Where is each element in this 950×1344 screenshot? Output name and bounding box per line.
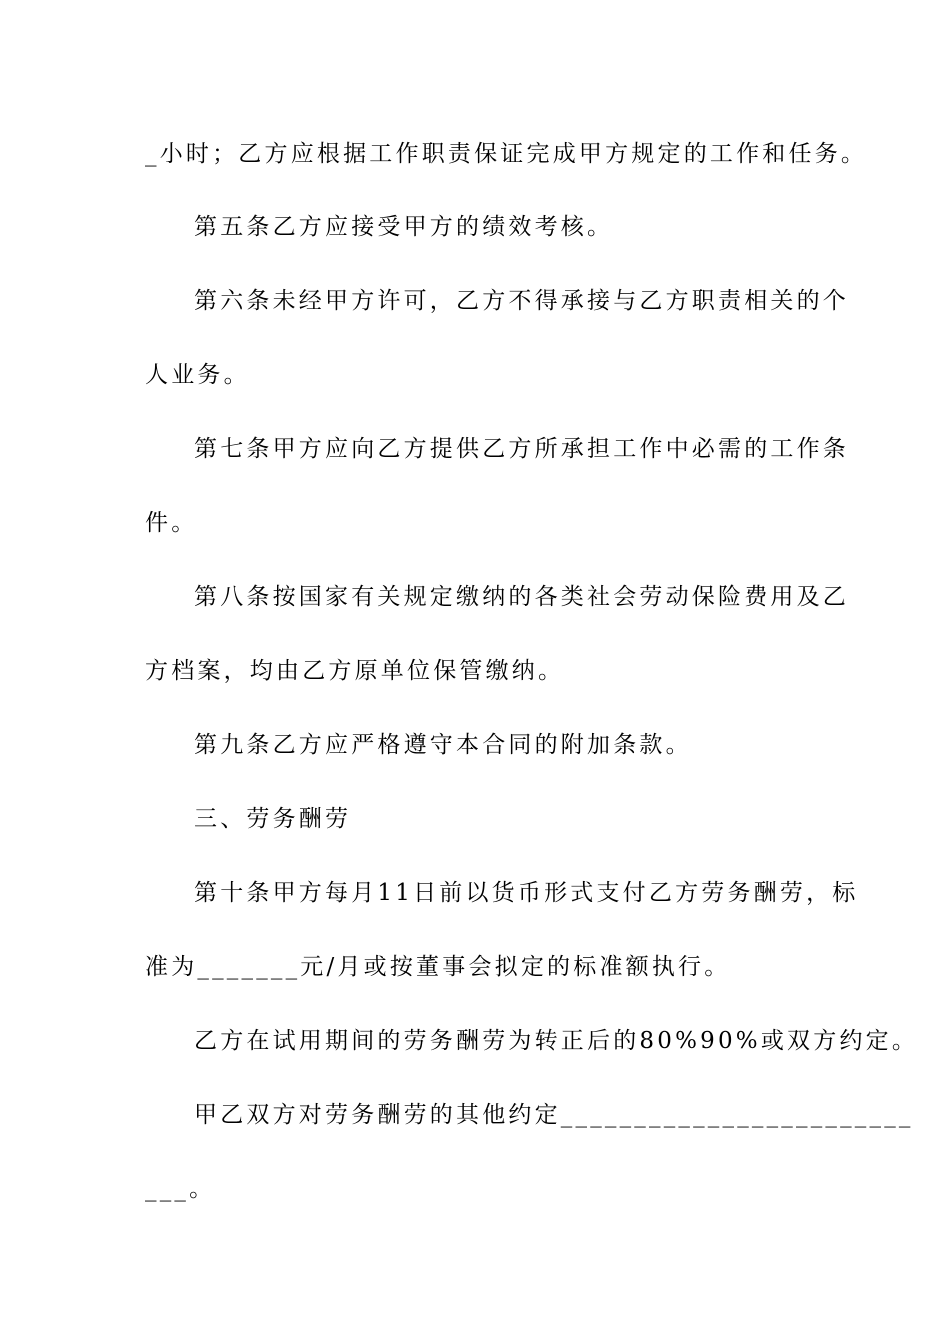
text-line: 方档案，均由乙方原单位保管缴纳。 (145, 658, 565, 684)
text-line: 件。 (145, 510, 198, 536)
text-line: ___。 (145, 1176, 216, 1202)
article-5: 第五条乙方应接受甲方的绩效考核。 (194, 214, 614, 240)
text-line: 人业务。 (145, 362, 250, 388)
section-heading: 三、劳务酬劳 (194, 806, 352, 832)
article-8: 第八条按国家有关规定缴纳的各类社会劳动保险费用及乙 (194, 584, 849, 610)
text-line: _小时；乙方应根据工作职责保证完成甲方规定的工作和任务。 (145, 141, 868, 167)
article-10: 第十条甲方每月11日前以货币形式支付乙方劳务酬劳，标 (194, 880, 859, 906)
article-9: 第九条乙方应严格遵守本合同的附加条款。 (194, 732, 692, 758)
probation-pay-paragraph: 乙方在试用期间的劳务酬劳为转正后的80%90%或双方约定。 (194, 1028, 919, 1054)
text-line: 准为_______元/月或按董事会拟定的标准额执行。 (145, 954, 731, 980)
article-6: 第六条未经甲方许可，乙方不得承接与乙方职责相关的个 (194, 288, 849, 314)
article-7: 第七条甲方应向乙方提供乙方所承担工作中必需的工作条 (194, 436, 849, 462)
other-agreement-paragraph: 甲乙双方对劳务酬劳的其他约定________________________ (194, 1102, 914, 1128)
